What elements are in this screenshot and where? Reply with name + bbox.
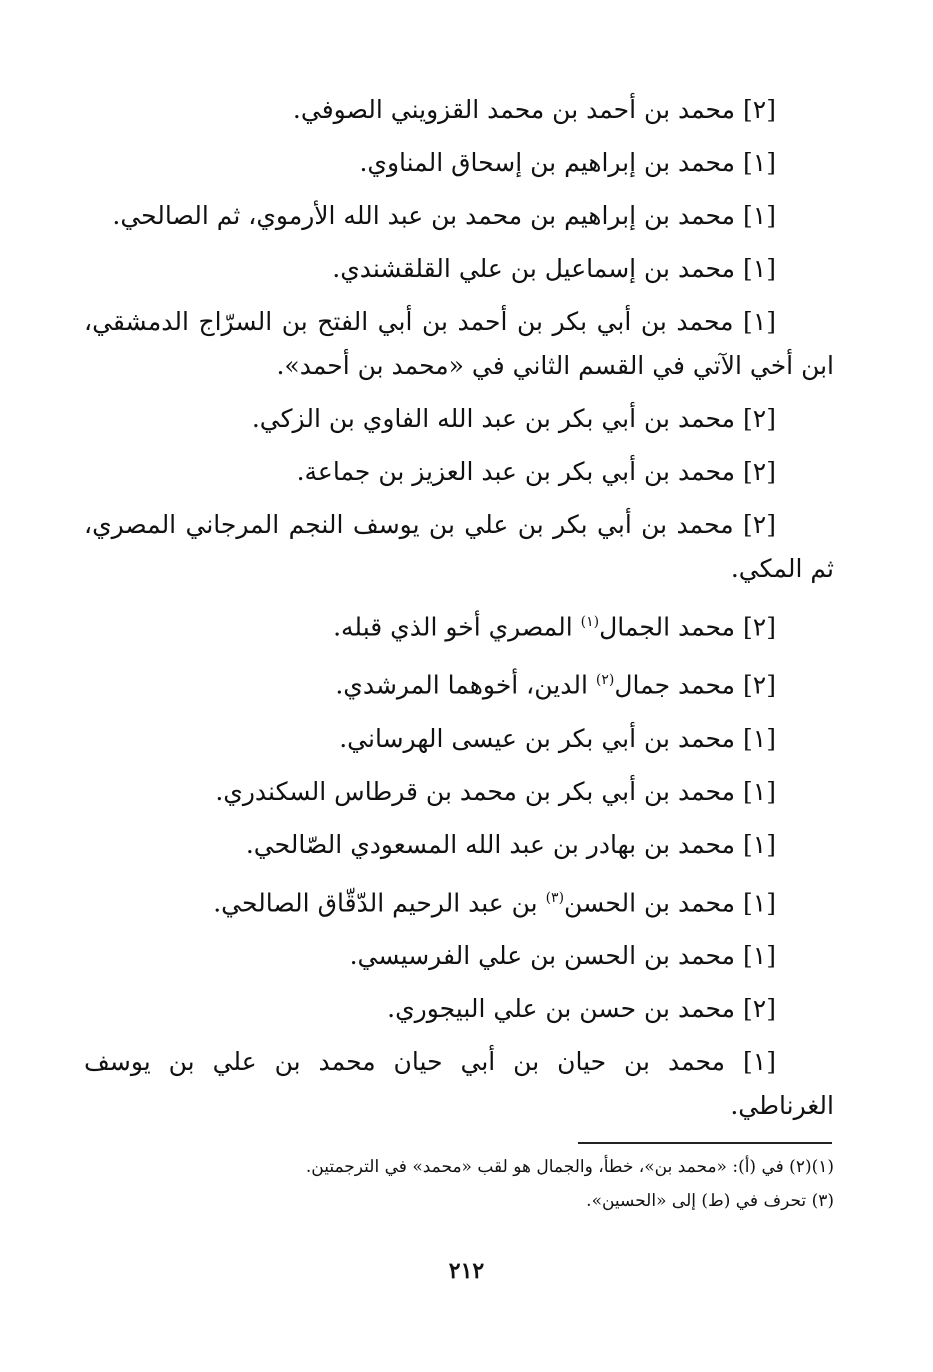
entry-marker: [١] [743,1046,776,1076]
footnotes [84,1150,834,1218]
entry-text: محمد بن أحمد بن محمد القزويني الصوفي. [292,95,736,124]
entry-17 [84,1040,834,1128]
entry-text: محمد بن الحسن [564,887,736,917]
footnote-ref: (٢) [595,672,615,689]
footnote-ref: (١) [580,614,600,630]
entry-text: محمد بن إبراهيم بن محمد بن عبد الله الأرموي، ثم الصالحي. [112,201,736,230]
entry-13 [84,823,834,867]
entry-1 [84,88,834,132]
entry-text: محمد بن أبي بكر بن عبد الله الفاوي بن الزكي. [251,404,736,433]
entry-text: محمد بن حسن بن علي البيجوري. [387,993,736,1023]
entry-3 [84,194,834,238]
entry-text: محمد بن أبي بكر بن علي بن يوسف النجم المرجاني المصري، ثم المكي. [84,510,834,583]
entry-6 [84,397,834,441]
entry-14 [84,876,834,925]
footnote-separator [578,1142,832,1144]
entry-16 [84,987,834,1031]
entry-marker: [١] [743,201,776,230]
entry-text: محمد بن أبي بكر بن عبد العزيز بن جماعة. [296,457,736,486]
entry-marker: [١] [743,776,776,806]
entry-text: محمد بن أبي بكر بن أحمد بن أبي الفتح بن السرّاج الدمشقي، ابن أخي الآتي في القسم الثاني في «محمد بن أحمد». [84,307,834,380]
entry-marker: [٢] [743,993,776,1023]
entry-text: محمد جمال [614,670,736,700]
entry-10 [84,658,834,707]
entry-text-rest: المصري أخو الذي قبله. [333,612,581,642]
entry-text: محمد الجمال [599,612,736,642]
entry-12 [84,770,834,814]
entry-text-rest: بن عبد الرحيم الدّقّاق الصالحي. [213,887,546,917]
entry-11 [84,717,834,761]
entry-marker: [٢] [743,404,776,433]
entry-text-rest: الدين، أخوهما المرشدي. [335,670,596,700]
page-number: ٢١٢ [448,1258,485,1284]
entry-marker: [١] [743,940,776,970]
entry-marker: [١] [743,829,776,859]
entry-text: محمد بن بهادر بن عبد الله المسعودي الصّالحي. [245,829,736,859]
entry-marker: [١] [743,307,777,336]
entry-7 [84,450,834,494]
entry-text: محمد بن أبي بكر بن محمد بن قرطاس السكندري. [215,776,736,806]
footnote-ref: (٣) [545,889,565,906]
entry-8 [84,503,834,591]
entry-marker: [١] [743,254,776,283]
entry-marker: [٢] [743,612,776,642]
footnote-2: (٣) تحرف في (ط) إلى «الحسين». [586,1191,834,1211]
entry-marker: [١] [743,148,776,177]
entries-list [84,88,834,1137]
entry-text: محمد بن إبراهيم بن إسحاق المناوي. [359,148,736,177]
entry-15 [84,934,834,978]
entry-marker: [٢] [743,457,776,486]
footnote-1: (١)(٢) في (أ): «محمد بن»، خطأ، والجمال هو لقب «محمد» في الترجمتين. [305,1157,834,1177]
entry-marker: [١] [743,887,776,917]
entry-marker: [٢] [743,510,776,539]
entry-9 [84,600,834,649]
entry-text: محمد بن أبي بكر بن عيسى الهرساني. [339,723,736,753]
entry-text: محمد بن الحسن بن علي الفرسيسي. [349,940,736,970]
entry-text: محمد بن إسماعيل بن علي القلقشندي. [332,254,736,283]
entry-2 [84,141,834,185]
entry-marker: [٢] [743,670,776,700]
entry-4 [84,247,834,291]
entry-marker: [١] [743,723,776,753]
entry-5 [84,300,834,388]
entry-text: محمد بن حيان بن أبي حيان محمد بن علي بن يوسف الغرناطي. [84,1046,834,1120]
entry-marker: [٢] [743,95,776,124]
